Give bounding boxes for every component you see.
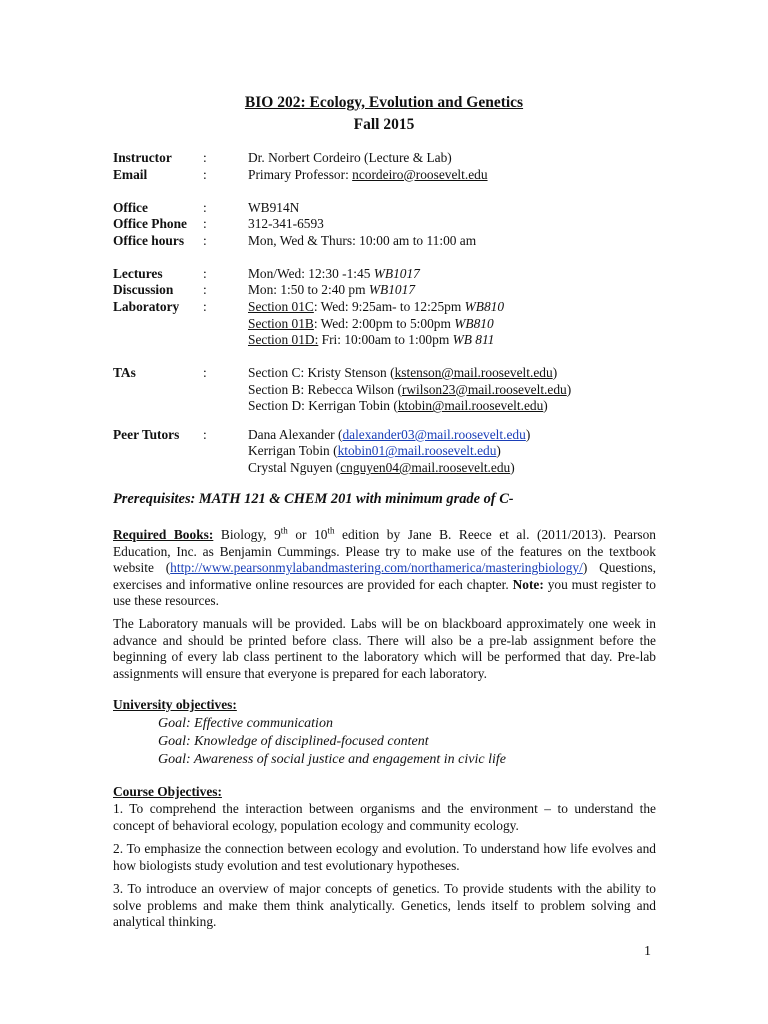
office-row <box>113 200 673 217</box>
instructor-value: Dr. Norbert Cordeiro (Lecture & Lab) <box>248 150 452 165</box>
phone-row <box>113 216 673 233</box>
office-label: Office <box>113 199 148 215</box>
colon: : <box>203 365 207 381</box>
email-value <box>248 167 488 184</box>
course-objectives-heading: Course Objectives: <box>113 784 222 799</box>
ta-email-link[interactable]: rwilson23@mail.roosevelt.edu <box>401 381 567 397</box>
colon: : <box>203 232 207 248</box>
hours-row <box>113 233 673 250</box>
tutor-email-link[interactable]: dalexander03@mail.roosevelt.edu <box>342 426 526 442</box>
university-objectives-heading: University objectives: <box>113 697 237 712</box>
tutor-email-link[interactable]: ktobin01@mail.roosevelt.edu <box>337 443 497 459</box>
lectures-room: WB1017 <box>373 265 420 281</box>
colon: : <box>203 282 207 298</box>
email-label: Email <box>113 166 148 182</box>
lab-row-3 <box>113 332 673 349</box>
ta-email-link[interactable]: ktobin@mail.roosevelt.edu <box>397 398 544 414</box>
colon: : <box>203 265 207 281</box>
email-row <box>113 167 673 184</box>
goal-item: Goal: Effective communication <box>158 716 333 731</box>
phone-value: 312-341-6593 <box>248 216 324 232</box>
instructor-email-link[interactable]: ncordeiro@roosevelt.edu <box>352 166 488 182</box>
textbook-website-link[interactable]: http://www.pearsonmylabandmastering.com/northamerica/masteringbiology/ <box>170 560 583 576</box>
colon: : <box>203 216 207 232</box>
goal-item: Goal: Knowledge of disciplined-focused content <box>158 734 429 749</box>
instructor-row <box>113 150 673 167</box>
lab-section-item: Section 01C: Wed: 9:25am- to 12:25pm WB810 <box>248 298 505 314</box>
phone-label: Office Phone <box>113 216 188 232</box>
tas-label: TAs <box>113 365 136 381</box>
course-objective-item: 1. To comprehend the interaction between organisms and the environment – to understand the concept of behavioral ecology, population ecology and community ecology. <box>113 801 656 833</box>
discussion-label: Discussion <box>113 282 174 298</box>
ta-row-3 <box>113 398 673 415</box>
instructor-label: Instructor <box>113 150 172 165</box>
goal-item: Goal: Awareness of social justice and engagement in civic life <box>158 752 506 767</box>
course-objective-item: 3. To introduce an overview of major concepts of genetics. To provide students with the ability to solve problems and make them think analytically. Genetics, lends itself to problem solving and analytical thinking. <box>113 881 656 930</box>
tutor-row-2 <box>113 443 673 460</box>
tutor-email-link[interactable]: cnguyen04@mail.roosevelt.edu <box>340 460 511 476</box>
hours-label: Office hours <box>113 232 185 248</box>
tutor-item: Kerrigan Tobin (ktobin01@mail.roosevelt.edu) <box>248 443 501 459</box>
colon: : <box>203 150 207 165</box>
lectures-row <box>113 266 673 283</box>
tutor-item: Dana Alexander (dalexander03@mail.roosevelt.edu) <box>248 426 531 442</box>
discussion-value: Mon: 1:50 to 2:40 pm WB1017 <box>248 282 416 298</box>
prerequisites: Prerequisites: MATH 121 & CHEM 201 with minimum grade of C- <box>113 491 514 507</box>
note-label: Note: <box>512 576 544 592</box>
lectures-label: Lectures <box>113 265 163 281</box>
page-number: 1 <box>644 944 651 959</box>
discussion-row <box>113 282 673 299</box>
ta-item: Section D: Kerrigan Tobin (ktobin@mail.roosevelt.edu) <box>248 398 548 414</box>
required-books-paragraph: Required Books: Biology, 9th or 10th edition by Jane B. Reece et al. (2011/2013). Pearson Education, Inc. as Benjamin Cummings. Please try to make use of the features on the textbook website (http://www.pearsonmylabandmastering.com/northamerica/masteringbiology/) Questions, exercises and informative online resources are provided for each chapter. Note: you must register to use these resources. <box>113 525 657 609</box>
course-title: BIO 202: Ecology, Evolution and Genetics <box>244 94 524 111</box>
lectures-value: Mon/Wed: 12:30 -1:45 WB1017 <box>248 265 420 281</box>
lab-manual-paragraph: The Laboratory manuals will be provided. Labs will be on blackboard approximately one week in advance and should be printed before class. There will also be a pre-lab assignment before the beginning of every lab class pertinent to the laboratory which will be performed that day. Pre-lab assignments will ensure that everyone is prepared for each laboratory. <box>113 616 656 681</box>
tutors-label: Peer Tutors <box>113 426 180 442</box>
tutor-row-3 <box>113 460 673 477</box>
colon: : <box>203 166 207 182</box>
term-title: Fall 2015 <box>353 116 415 133</box>
tutors-row <box>113 427 673 444</box>
course-objective-item: 2. To emphasize the connection between ecology and evolution. To understand how life evolves and how biologists study evolution and test evolutionary hypotheses. <box>113 841 656 873</box>
course-info-block <box>113 150 673 477</box>
colon: : <box>203 199 207 215</box>
lab-row-2 <box>113 316 673 333</box>
ta-row-2 <box>113 382 673 399</box>
colon: : <box>203 298 207 314</box>
hours-value: Mon, Wed & Thurs: 10:00 am to 11:00 am <box>248 232 477 248</box>
lab-section-item: Section 01D: Fri: 10:00am to 1:00pm WB 811 <box>248 332 495 348</box>
required-books-label: Required Books: <box>113 527 214 542</box>
ta-item: Section B: Rebecca Wilson (rwilson23@mail.roosevelt.edu) <box>248 381 572 397</box>
lab-label: Laboratory <box>113 298 180 314</box>
lab-section-item: Section 01B: Wed: 2:00pm to 5:00pm WB810 <box>248 315 494 331</box>
ta-email-link[interactable]: kstenson@mail.roosevelt.edu <box>394 365 553 381</box>
university-goals-list <box>158 715 506 769</box>
office-value: WB914N <box>248 199 300 215</box>
lab-row <box>113 299 673 316</box>
colon: : <box>203 426 207 442</box>
email-prefix: Primary Professor: <box>248 166 353 182</box>
tutor-item: Crystal Nguyen (cnguyen04@mail.roosevelt.edu) <box>248 460 515 476</box>
discussion-room: WB1017 <box>368 282 416 298</box>
tas-row <box>113 365 673 382</box>
ta-item: Section C: Kristy Stenson (kstenson@mail.roosevelt.edu) <box>248 365 558 381</box>
